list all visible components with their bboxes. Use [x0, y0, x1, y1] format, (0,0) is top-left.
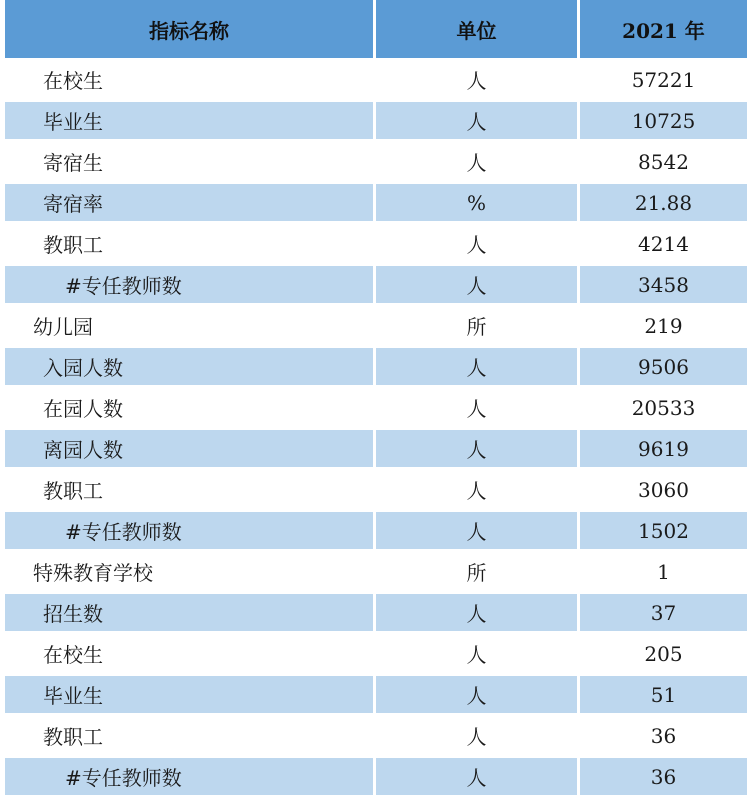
row-value: 3060: [638, 477, 689, 502]
row-value: 219: [644, 313, 683, 338]
row-indicator-name: 在园人数: [43, 397, 123, 421]
row-indicator-name: 寄宿生: [43, 151, 103, 175]
row-indicator-name: 入园人数: [5, 348, 373, 385]
row-unit: 人: [466, 479, 487, 503]
table-row: [0, 61, 749, 98]
row-value: 3458: [580, 266, 747, 303]
row-value: 21.88: [580, 184, 747, 221]
table-row: [0, 184, 749, 221]
table-row: [0, 635, 749, 672]
row-value: 9506: [580, 348, 747, 385]
table-row: [0, 266, 749, 303]
row-unit: %: [376, 184, 577, 221]
row-unit: 人: [376, 758, 577, 795]
row-indicator-name: #专任教师数: [5, 758, 373, 795]
row-unit: 人: [466, 643, 487, 667]
row-indicator-name: #专任教师数: [5, 512, 373, 549]
table-row: [0, 512, 749, 549]
row-unit: 人: [376, 430, 577, 467]
row-value: 51: [580, 676, 747, 713]
row-value: 57221: [631, 67, 696, 92]
row-unit: 人: [376, 594, 577, 631]
table-row: [0, 389, 749, 426]
row-indicator-name: 教职工: [43, 479, 103, 503]
row-indicator-name: 在校生: [43, 69, 103, 93]
row-value: 37: [580, 594, 747, 631]
row-value: 205: [644, 641, 683, 666]
row-indicator-name: 特殊教育学校: [33, 561, 153, 585]
row-value: 8542: [638, 149, 689, 174]
row-indicator-name: 教职工: [43, 233, 103, 257]
row-value: 10725: [580, 102, 747, 139]
header-indicator-name: 指标名称: [5, 0, 373, 58]
row-unit: 人: [376, 102, 577, 139]
row-unit: 人: [466, 233, 487, 257]
row-value: 20533: [631, 395, 696, 420]
table-row: [0, 225, 749, 262]
row-unit: 人: [376, 512, 577, 549]
row-indicator-name: 离园人数: [5, 430, 373, 467]
row-value: 1: [657, 559, 670, 584]
table-row: [0, 471, 749, 508]
table-row: [0, 553, 749, 590]
row-value: 9619: [580, 430, 747, 467]
table-row: [0, 676, 749, 713]
row-indicator-name: 在校生: [43, 643, 103, 667]
row-value: 4214: [638, 231, 689, 256]
row-indicator-name: 毕业生: [5, 102, 373, 139]
row-unit: 人: [466, 397, 487, 421]
row-indicator-name: 幼儿园: [33, 315, 93, 339]
row-value: 36: [650, 723, 677, 748]
table-row: [0, 430, 749, 467]
row-indicator-name: 寄宿率: [5, 184, 373, 221]
row-value: 36: [580, 758, 747, 795]
row-unit: 人: [376, 676, 577, 713]
row-indicator-name: #专任教师数: [5, 266, 373, 303]
table-row: [0, 348, 749, 385]
row-indicator-name: 教职工: [43, 725, 103, 749]
table-header: [0, 0, 749, 58]
table-row: [0, 102, 749, 139]
table-row: [0, 717, 749, 754]
row-unit: 人: [466, 69, 487, 93]
row-value: 1502: [580, 512, 747, 549]
row-indicator-name: 招生数: [5, 594, 373, 631]
header-year: 2021 年: [580, 0, 747, 58]
row-unit: 人: [466, 725, 487, 749]
header-unit: 单位: [376, 0, 577, 58]
row-unit: 所: [466, 315, 487, 339]
row-unit: 人: [466, 151, 487, 175]
row-unit: 人: [376, 266, 577, 303]
table-row: [0, 594, 749, 631]
row-indicator-name: 毕业生: [5, 676, 373, 713]
table-row: [0, 758, 749, 795]
row-unit: 所: [466, 561, 487, 585]
table-row: [0, 143, 749, 180]
table-row: [0, 307, 749, 344]
row-unit: 人: [376, 348, 577, 385]
